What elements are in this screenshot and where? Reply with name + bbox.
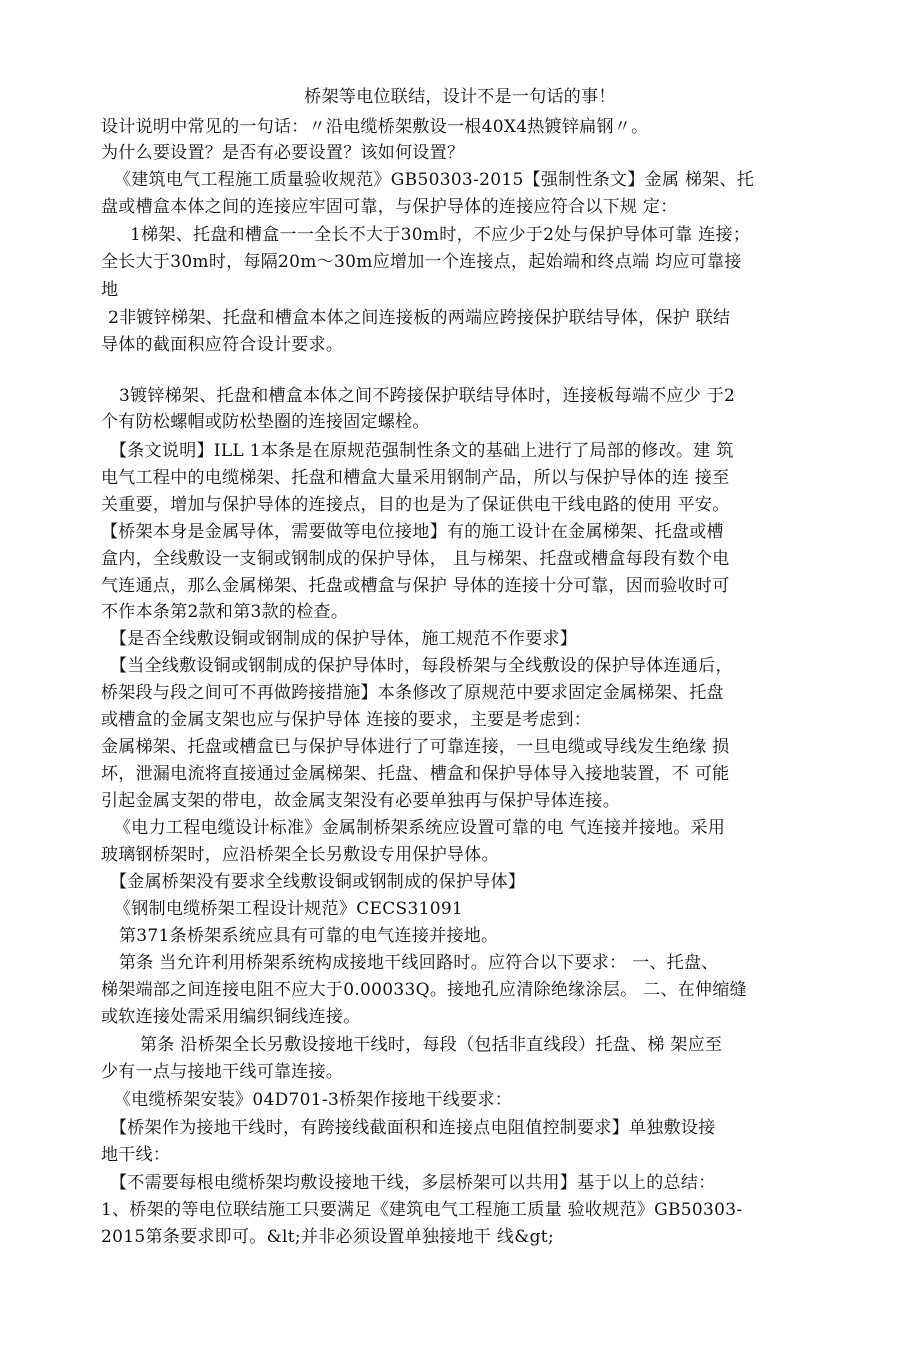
body-line: 3镀锌梯架、托盘和槽盒本体之间不跨接保护联结导体时，连接板每端不应少 于2 [119, 386, 736, 406]
body-line: 引起金属支架的带电，故金属支架没有必要单独再与保护导体连接。 [101, 791, 620, 811]
body-line: 【金属桥架没有要求全线敷设铜或钢制成的保护导体】 [110, 872, 526, 892]
body-line: 导体的截面积应符合设计要求。 [101, 335, 344, 355]
body-line: 少有一点与接地干线可靠连接。 [101, 1062, 344, 1082]
body-line: 地 [101, 280, 119, 300]
body-line: 电气工程中的电缆梯架、托盘和槽盒大量采用钢制产品，所以与保护导体的连 接至 [101, 468, 730, 488]
body-line: 金属梯架、托盘或槽盒已与保护导体进行了可靠连接，一旦电缆或导线发生绝缘 损 [101, 737, 730, 757]
body-line: 《电缆桥架安装》04D701-3桥架作接地干线要求： [114, 1090, 513, 1110]
body-line: 【桥架本身是金属导体，需要做等电位接地】有的施工设计在金属梯架、托盘或槽 [101, 522, 724, 542]
body-line: 不作本条第2款和第3款的检查。 [101, 602, 349, 622]
body-line: 梯架端部之间连接电阻不应大于0.00033Q。接地孔应清除绝缘涂层。 二、在伸缩缝 [101, 980, 747, 1000]
body-line: 第条 沿桥架全长另敷设接地干线时，每段（包括非直线段）托盘、梯 架应至 [140, 1035, 723, 1055]
body-line: 【桥架作为接地干线时，有跨接线截面积和连接点电阻值控制要求】单独敷设接 [110, 1118, 716, 1138]
body-line: 盒内，全线敷设一支铜或钢制成的保护导体， 且与梯架、托盘或槽盒每段有数个电 [101, 549, 730, 569]
body-line: 第条 当允许利用桥架系统构成接地干线回路时。应符合以下要求： 一、托盘、 [119, 953, 719, 973]
body-line: 关重要，增加与保护导体的连接点，目的也是为了保证供电干线电路的使用 平安。 [101, 495, 730, 515]
body-line: 【不需要每根电缆桥架均敷设接地干线，多层桥架可以共用】基于以上的总结： [110, 1173, 716, 1193]
body-line: 第371条桥架系统应具有可靠的电气连接并接地。 [119, 926, 499, 946]
body-line: 为什么要设置？是否有必要设置？该如何设置？ [101, 143, 465, 163]
body-line: 盘或槽盒本体之间的连接应牢固可靠，与保护导体的连接应符合以下规 定： [101, 197, 678, 217]
body-line: 2015第条要求即可。&lt;并非必须设置单独接地干 线&gt; [101, 1227, 554, 1247]
body-line: 或槽盒的金属支架也应与保护导体 连接的要求，主要是考虑到： [101, 710, 592, 730]
body-line: 【条文说明】ILL 1本条是在原规范强制性条文的基础上进行了局部的修改。建 筑 [110, 441, 734, 461]
body-line: 【是否全线敷设铜或钢制成的保护导体，施工规范不作要求】 [110, 629, 578, 649]
body-line: 坏，泄漏电流将直接通过金属梯架、托盘、槽盒和保护导体导入接地装置，不 可能 [101, 764, 730, 784]
body-line: 个有防松螺帽或防松垫圈的连接固定螺栓。 [101, 412, 430, 432]
body-line: 《电力工程电缆设计标准》金属制桥架系统应设置可靠的电 气连接并接地。采用 [114, 818, 726, 838]
body-line: 桥架段与段之间可不再做跨接措施】本条修改了原规范中要求固定金属梯架、托盘 [101, 683, 724, 703]
body-line: 气连通点，那么金属梯架、托盘或槽盒与保护 导体的连接十分可靠，因而验收时可 [101, 576, 730, 596]
body-line: 或软连接处需采用编织铜线连接。 [101, 1007, 361, 1027]
body-line: 设计说明中常见的一句话：〃沿电缆桥架敷设一根40X4热镀锌扁钢〃。 [101, 117, 649, 137]
page-title: 桥架等电位联结，设计不是一句话的事！ [304, 87, 616, 107]
body-line: 地干线： [101, 1145, 171, 1165]
body-line: 《钢制电缆桥架工程设计规范》CECS31091 [114, 899, 464, 919]
body-line: 玻璃钢桥架时，应沿桥架全长另敷设专用保护导体。 [101, 845, 499, 865]
body-line: 2非镀锌梯架、托盘和槽盒本体之间连接板的两端应跨接保护联结导体，保护 联结 [108, 308, 731, 328]
body-line: 【当全线敷设铜或钢制成的保护导体时，每段桥架与全线敷设的保护导体连通后， [110, 656, 733, 676]
body-line: 1、桥架的等电位联结施工只要满足《建筑电气工程施工质量 验收规范》GB50303- [101, 1200, 743, 1220]
body-line: 《建筑电气工程施工质量验收规范》GB50303-2015【强制性条文】金属 梯架、托 [114, 170, 755, 190]
body-line: 1梯架、托盘和槽盒一一全长不大于30m时，不应少于2处与保护导体可靠 连接； [130, 225, 751, 245]
body-line: 全长大于30m时，每隔20m〜30m应增加一个连接点，起始端和终点端 均应可靠接 [101, 252, 742, 272]
